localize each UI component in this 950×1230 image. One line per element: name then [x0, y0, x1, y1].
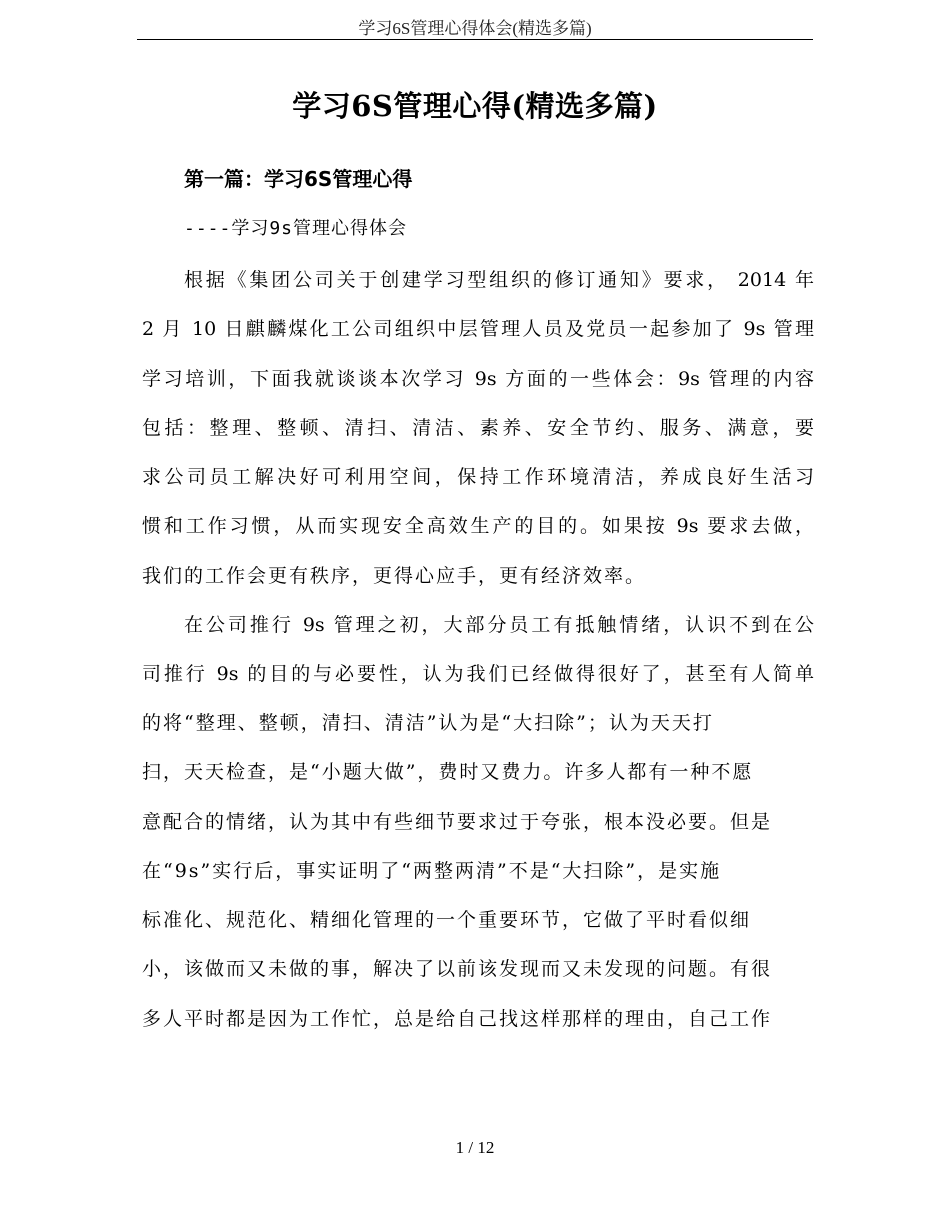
section-heading: 第一篇：学习6S管理心得 — [184, 167, 413, 191]
paragraph-line: 意配合的情绪，认为其中有些细节要求过于夸张，根本没必要。但是 — [142, 811, 773, 833]
paragraph-line: 惯和工作习惯，从而实现安全高效生产的目的。如果按 9s 要求去做， — [142, 515, 814, 537]
paragraph-line: 2 月 10 日麒麟煤化工公司组织中层管理人员及党员一起参加了 9s 管理 — [142, 318, 814, 340]
paragraph-line: 在公司推行 9s 管理之初，大部分员工有抵触情绪，认识不到在公 — [184, 614, 814, 636]
paragraph-line: 的将“整理、整顿，清扫、清洁”认为是“大扫除”；认为天天打 — [142, 712, 714, 734]
section-subtitle: ----学习9s管理心得体会 — [184, 218, 408, 239]
paragraph-line: 在“9s”实行后，事实证明了“两整两清”不是“大扫除”，是实施 — [142, 860, 722, 882]
paragraph-line: 司推行 9s 的目的与必要性，认为我们已经做得很好了，甚至有人简单 — [142, 663, 814, 685]
running-header-title: 学习6S管理心得体会(精选多篇) — [358, 19, 592, 38]
paragraph-line: 小，该做而又未做的事，解决了以前该发现而又未发现的问题。有很 — [142, 958, 773, 980]
paragraph-line: 标准化、规范化、精细化管理的一个重要环节，它做了平时看似细 — [142, 909, 752, 931]
paragraph-line: 我们的工作会更有秩序，更得心应手，更有经济效率。 — [142, 565, 647, 587]
paragraph-line: 求公司员工解决好可利用空间，保持工作环境清洁，养成良好生活习 — [142, 466, 814, 488]
paragraph-line: 学习培训，下面我就谈谈本次学习 9s 方面的一些体会：9s 管理的内容 — [142, 368, 814, 390]
paragraph-line: 扫，天天检查，是“小题大做”，费时又费力。许多人都有一种不愿 — [142, 761, 754, 783]
document-title: 学习6S管理心得(精选多篇) — [292, 89, 658, 123]
paragraph-line: 多人平时都是因为工作忙，总是给自己找这样那样的理由，自己工作 — [142, 1008, 773, 1030]
paragraph-line: 根据《集团公司关于创建学习型组织的修订通知》要求， 2014 年 — [184, 269, 814, 291]
header-divider — [137, 39, 813, 40]
page-number: 1 / 12 — [455, 1138, 495, 1157]
paragraph-line: 包括：整理、整顿、清扫、清洁、素养、安全节约、服务、满意，要 — [142, 417, 814, 439]
